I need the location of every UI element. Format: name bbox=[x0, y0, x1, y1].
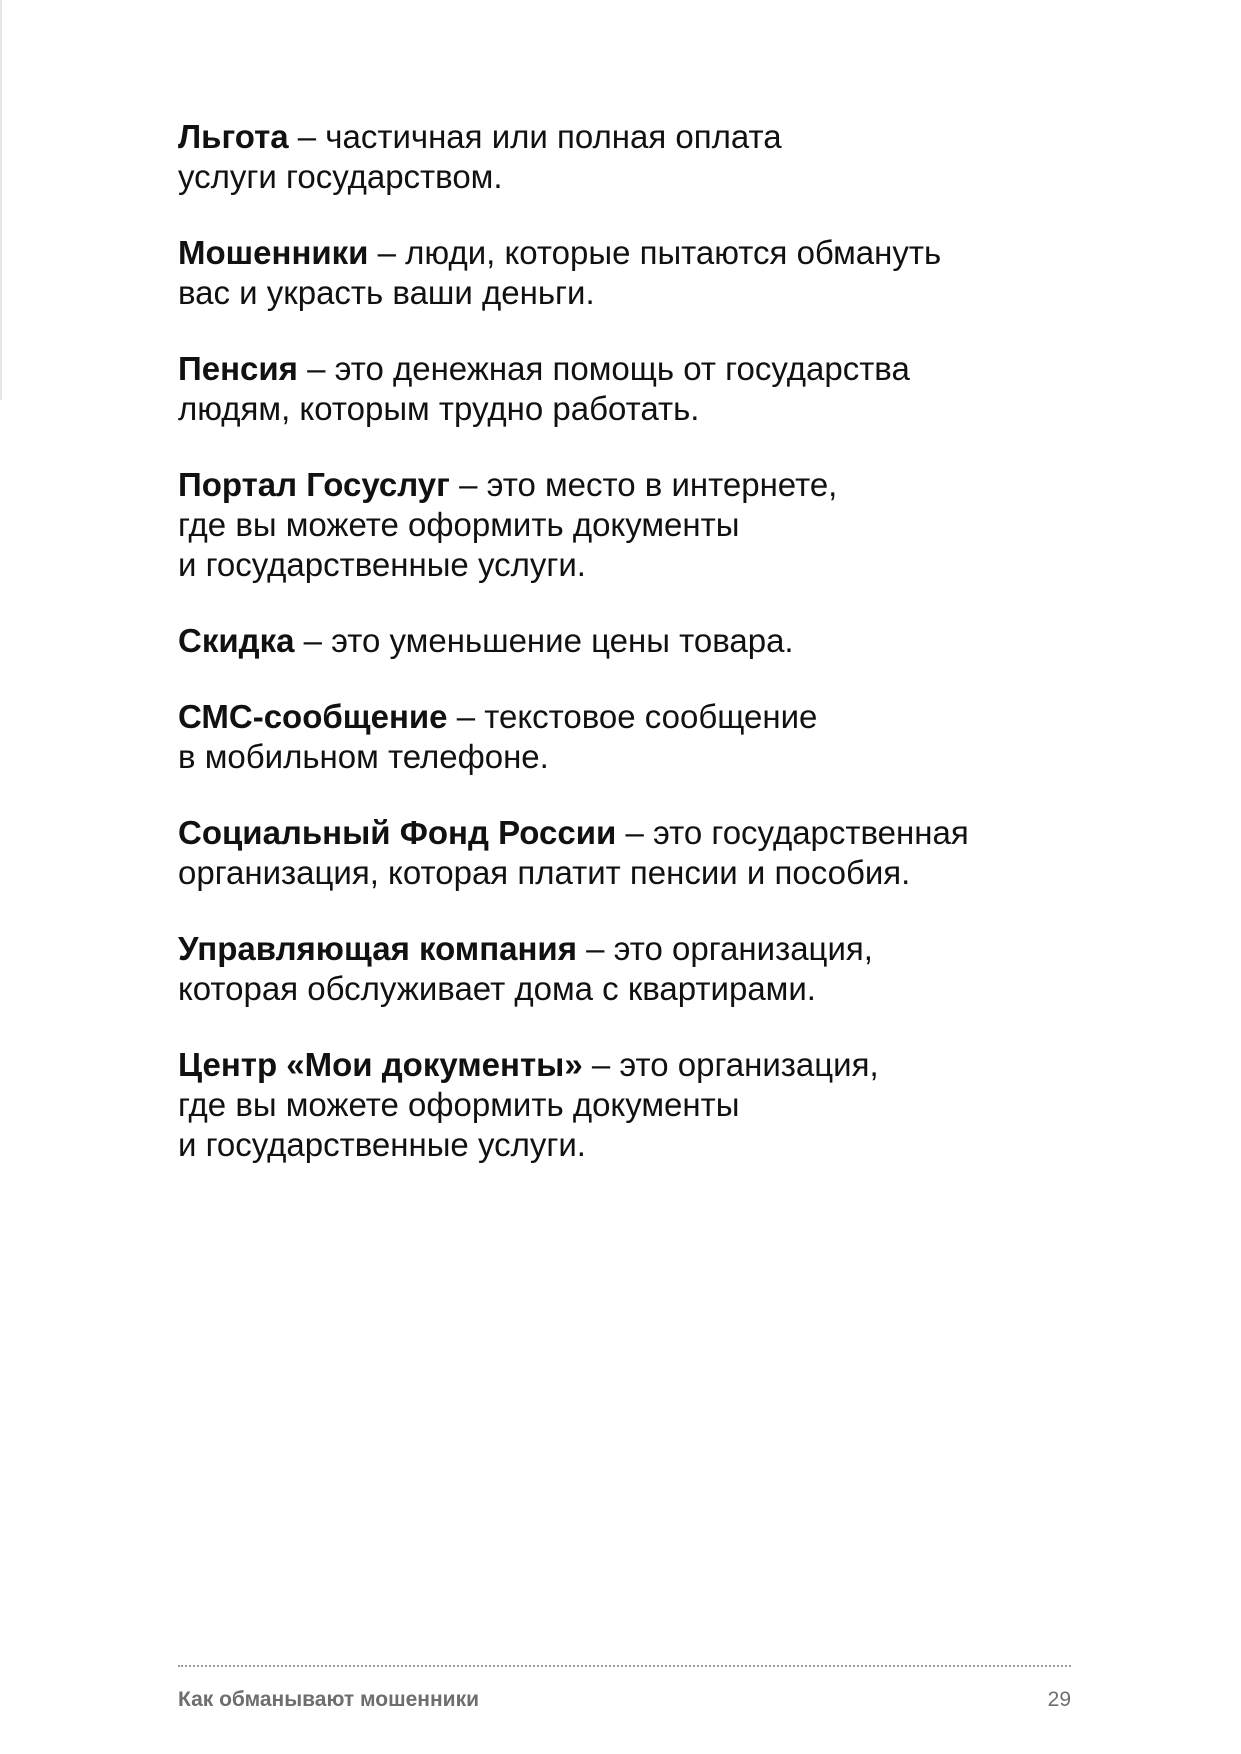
glossary-definition: – это место в интернете, bbox=[449, 466, 838, 503]
glossary-definition: – текстовое сообщение bbox=[447, 698, 818, 735]
glossary-definition-line: в мобильном телефоне. bbox=[178, 738, 549, 775]
entry-first-line bbox=[178, 233, 1078, 273]
glossary-term: Скидка bbox=[178, 622, 295, 659]
glossary-definition-line: организация, которая платит пенсии и пособия. bbox=[178, 854, 911, 891]
glossary-definition: – люди, которые пытаются обмануть bbox=[368, 234, 942, 271]
glossary-definition-line: где вы можете оформить документы bbox=[178, 506, 740, 543]
entry-first-line bbox=[178, 1045, 1078, 1085]
glossary-entry-sms bbox=[178, 697, 1078, 777]
entry-first-line bbox=[178, 813, 1078, 853]
glossary-entry-moi-dokumenty bbox=[178, 1045, 1078, 1165]
glossary-entry-portal-gosuslug bbox=[178, 465, 1078, 585]
entry-first-line bbox=[178, 349, 1078, 389]
glossary-entry-uk bbox=[178, 929, 1078, 1009]
glossary-entry-moshenniki bbox=[178, 233, 1078, 313]
glossary-definition: – частичная или полная оплата bbox=[288, 118, 782, 155]
entry-first-line bbox=[178, 117, 1078, 157]
glossary-entry-lgota bbox=[178, 117, 1078, 197]
glossary-definition: – это уменьшение цены товара. bbox=[294, 622, 794, 659]
glossary-definition-line: которая обслуживает дома с квартирами. bbox=[178, 970, 816, 1007]
glossary-term: Центр «Мои документы» bbox=[178, 1046, 583, 1083]
glossary-entry-sfr bbox=[178, 813, 1078, 893]
glossary-entry-skidka bbox=[178, 621, 1078, 661]
footer-dotted-divider bbox=[178, 1665, 1071, 1667]
entry-first-line bbox=[178, 621, 1078, 661]
glossary-term: Социальный Фонд России bbox=[178, 814, 617, 851]
glossary-definition-line: людям, которым трудно работать. bbox=[178, 390, 700, 427]
glossary-definition-line: где вы можете оформить документы bbox=[178, 1086, 740, 1123]
glossary-definition: – это денежная помощь от государства bbox=[297, 350, 910, 387]
glossary-term: Управляющая компания bbox=[178, 930, 577, 967]
glossary-entry-pensiya bbox=[178, 349, 1078, 429]
glossary-definition-line: и государственные услуги. bbox=[178, 546, 586, 583]
glossary-term: Мошенники bbox=[178, 234, 369, 271]
entry-first-line bbox=[178, 697, 1078, 737]
glossary-term: Льгота bbox=[178, 118, 289, 155]
glossary-definition: – это организация, bbox=[576, 930, 873, 967]
glossary-definition-line: вас и украсть ваши деньги. bbox=[178, 274, 595, 311]
entry-first-line bbox=[178, 929, 1078, 969]
glossary-definition-line: услуги государством. bbox=[178, 158, 503, 195]
glossary-term: Портал Госуслуг bbox=[178, 466, 450, 503]
glossary-term: Пенсия bbox=[178, 350, 298, 387]
glossary-definition-line: и государственные услуги. bbox=[178, 1126, 586, 1163]
page-number: 29 bbox=[1047, 1688, 1071, 1711]
entry-first-line bbox=[178, 465, 1078, 505]
glossary-list bbox=[178, 117, 1078, 1201]
glossary-definition: – это организация, bbox=[582, 1046, 879, 1083]
glossary-definition: – это государственная bbox=[616, 814, 969, 851]
footer-title: Как обманывают мошенники bbox=[178, 1688, 479, 1711]
glossary-term: СМС-сообщение bbox=[178, 698, 448, 735]
page-edge-mark bbox=[0, 0, 2, 400]
